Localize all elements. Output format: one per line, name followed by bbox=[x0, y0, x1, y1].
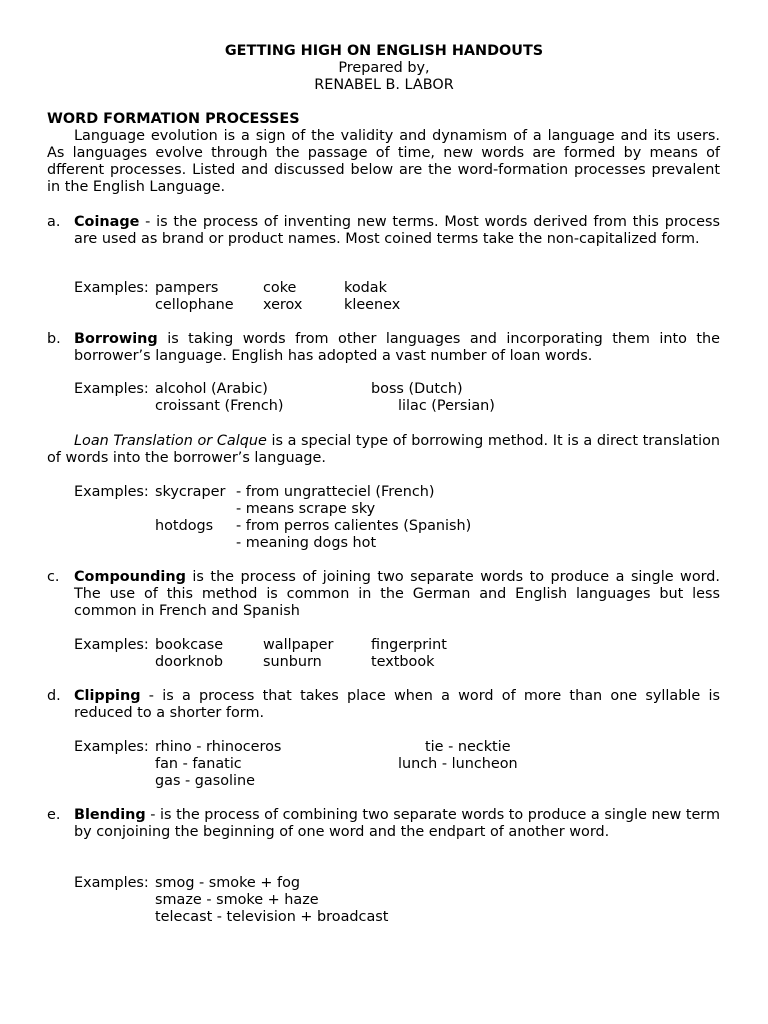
list-letter: d. bbox=[47, 688, 61, 704]
example-word: fingerprint bbox=[371, 637, 447, 653]
example-word: bookcase bbox=[155, 637, 224, 653]
coinage-definition: Coinage - is the process of inventing new terms. Most words derived from this process are used as brand or product names. Most coined terms take the non-capitalized form. bbox=[74, 214, 720, 247]
examples-label: Examples: bbox=[74, 381, 149, 397]
examples-label: Examples: bbox=[74, 875, 149, 891]
example-word: croissant (French) bbox=[155, 398, 284, 414]
term-clipping: Clipping bbox=[74, 688, 141, 704]
list-letter: b. bbox=[47, 331, 61, 347]
borrowing-definition: Borrowing is taking words from other languages and incorporating them into the borrower’s language. English has adopted a vast number of loan words. bbox=[74, 331, 720, 364]
example-gloss: - means scrape sky bbox=[236, 501, 376, 517]
intro-paragraph: Language evolution is a sign of the validity and dynamism of a language and its users. As languages evolve through the passage of time, new words are formed by means of dfferent processes. Listed and discussed below are the word-formation processes prevalent in the English Language. bbox=[47, 128, 720, 195]
blending-definition: Blending - is the process of combining two separate words to produce a single new term by conjoining the beginning of one word and the endpart of another word. bbox=[74, 807, 720, 840]
example-word: sunburn bbox=[263, 654, 322, 670]
clipping-definition: Clipping - is a process that takes place when a word of more than one syllable is reduced to a shorter form. bbox=[74, 688, 720, 721]
example-word: alcohol (Arabic) bbox=[155, 381, 268, 397]
list-letter: c. bbox=[47, 569, 60, 585]
author-name: RENABEL B. LABOR bbox=[314, 77, 454, 93]
example-word: boss (Dutch) bbox=[371, 381, 463, 397]
list-letter: e. bbox=[47, 807, 61, 823]
term-compounding: Compounding bbox=[74, 569, 186, 585]
examples-label: Examples: bbox=[74, 280, 149, 296]
example-gloss: - from perros calientes (Spanish) bbox=[236, 518, 472, 534]
example-word: hotdogs bbox=[155, 518, 214, 534]
example-word: smog - smoke + fog bbox=[155, 875, 301, 891]
example-word: xerox bbox=[263, 297, 303, 313]
example-word: gas - gasoline bbox=[155, 773, 256, 789]
example-word: lunch - luncheon bbox=[398, 756, 518, 772]
section-heading: WORD FORMATION PROCESSES bbox=[47, 111, 300, 127]
example-word: cellophane bbox=[155, 297, 234, 313]
example-word: textbook bbox=[371, 654, 435, 670]
example-gloss: - from ungratteciel (French) bbox=[236, 484, 435, 500]
term-coinage: Coinage bbox=[74, 214, 140, 230]
compounding-definition: Compounding is the process of joining two separate words to produce a single word. The use of this method is common in the German and English languages but less common in French and Spanish bbox=[74, 569, 720, 619]
examples-label: Examples: bbox=[74, 739, 149, 755]
example-word: telecast - television + broadcast bbox=[155, 909, 389, 925]
examples-label: Examples: bbox=[74, 637, 149, 653]
example-word: wallpaper bbox=[263, 637, 334, 653]
document-title: GETTING HIGH ON ENGLISH HANDOUTS bbox=[224, 43, 544, 59]
example-word: coke bbox=[263, 280, 297, 296]
example-word: doorknob bbox=[155, 654, 224, 670]
calque-paragraph: Loan Translation or Calque is a special type of borrowing method. It is a direct translation of words into the borrower’s language. bbox=[47, 433, 720, 466]
example-word: lilac (Persian) bbox=[398, 398, 495, 414]
example-word: tie - necktie bbox=[425, 739, 511, 755]
example-gloss: - meaning dogs hot bbox=[236, 535, 377, 551]
example-word: kodak bbox=[344, 280, 387, 296]
prepared-by: Prepared by, bbox=[338, 60, 430, 76]
example-word: pampers bbox=[155, 280, 219, 296]
example-word: smaze - smoke + haze bbox=[155, 892, 319, 908]
example-word: rhino - rhinoceros bbox=[155, 739, 282, 755]
term-blending: Blending bbox=[74, 807, 146, 823]
term-calque: Loan Translation or Calque bbox=[74, 433, 267, 449]
example-word: fan - fanatic bbox=[155, 756, 242, 772]
term-borrowing: Borrowing bbox=[74, 331, 158, 347]
example-word: skycraper bbox=[155, 484, 226, 500]
list-letter: a. bbox=[47, 214, 61, 230]
example-word: kleenex bbox=[344, 297, 401, 313]
examples-label: Examples: bbox=[74, 484, 149, 500]
